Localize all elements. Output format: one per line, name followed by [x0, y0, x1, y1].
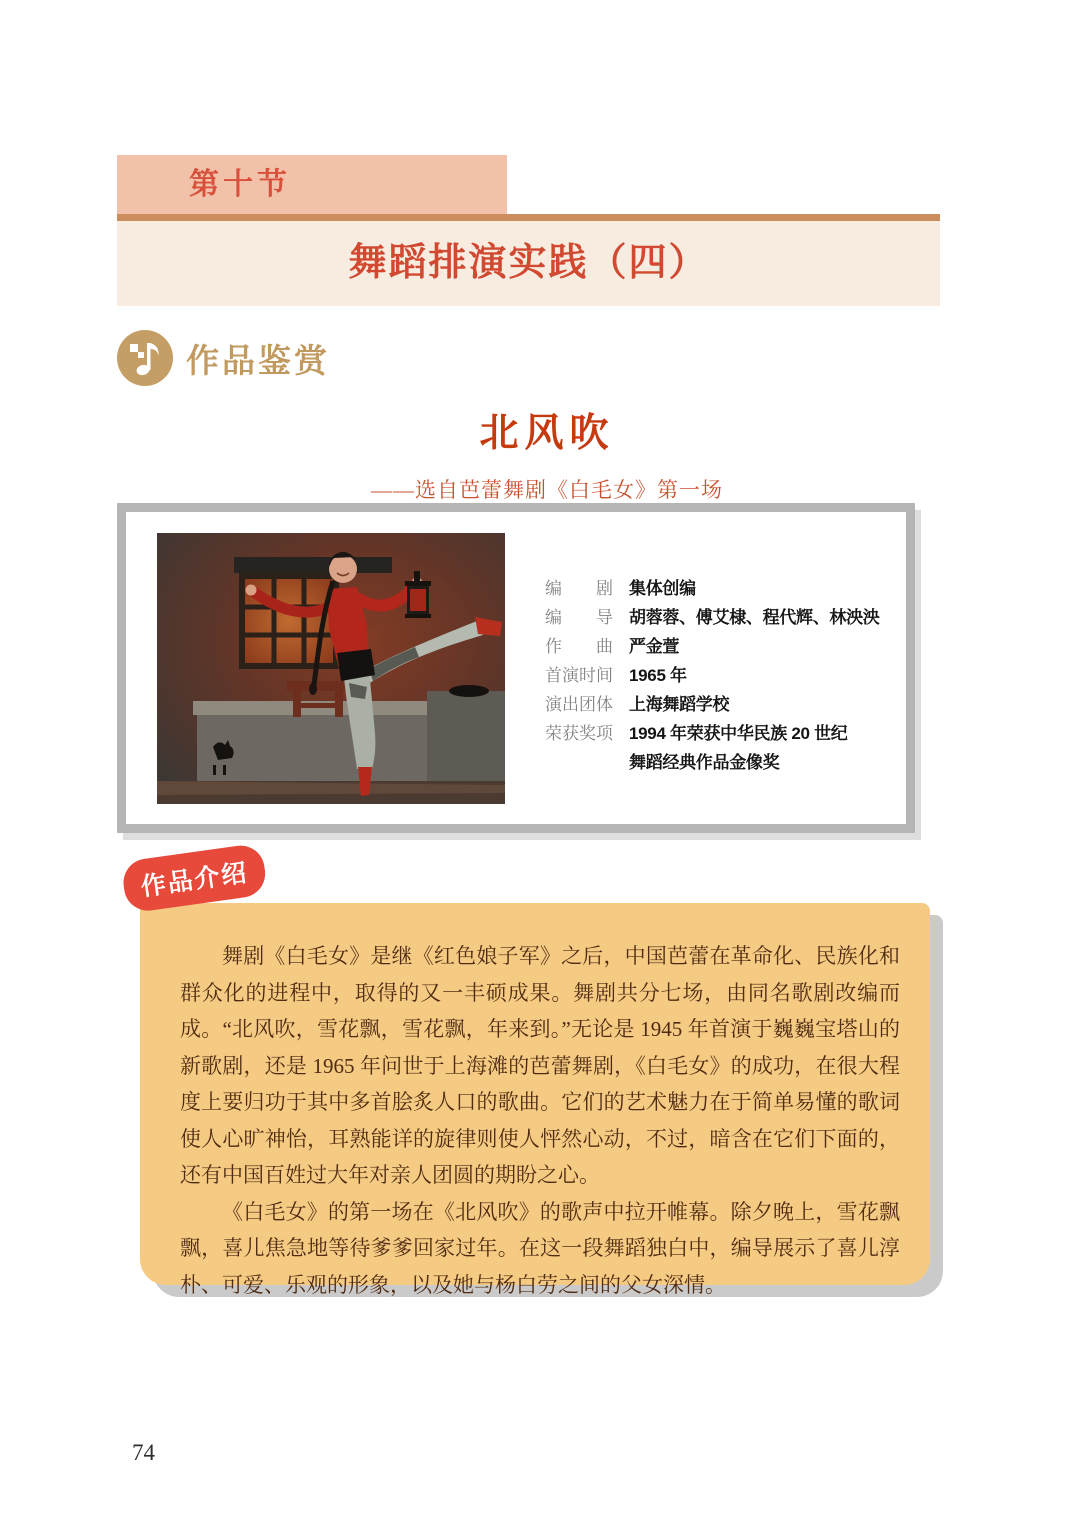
award-line-1: 1994 年荣获中华民族 20 世纪	[629, 724, 848, 743]
credit-label: 编剧	[545, 579, 613, 598]
work-card	[117, 503, 915, 833]
credit-row-choreographers	[545, 603, 902, 632]
work-heading	[117, 402, 977, 504]
section-tab-label: 第十节	[189, 168, 291, 201]
credit-value: 集体创编	[629, 579, 696, 598]
section-tab	[117, 155, 507, 214]
credit-value: 上海舞蹈学校	[629, 695, 730, 714]
credit-value: 严金萱	[629, 637, 680, 656]
intro-paragraph-1: 舞剧《白毛女》是继《红色娘子军》之后，中国芭蕾在革命化、民族化和群众化的进程中，取得的又一丰硕成果。舞剧共分七场，由同名歌剧改编而成。“北风吹，雪花飘，雪花飘，年来到。”无论是 1945 年首演于巍巍宝塔山的新歌剧，还是 1965 年问世于上海滩的芭蕾舞剧，《白毛女》的成功，在很大程度上要归功于其中多首脍炙人口的歌曲。它们的艺术魅力在于简单易懂的歌词使人心旷神怡，耳熟能详的旋律则使人怦然心动，不过，暗含在它们下面的，还有中国百姓过大年对亲人团圆的期盼之心。	[180, 944, 900, 1187]
award-line-2: 舞蹈经典作品金像奖	[629, 753, 780, 772]
intro-box	[140, 903, 930, 1297]
appreciation-heading	[117, 330, 330, 386]
title-band	[117, 221, 940, 306]
credit-row-playwright	[545, 574, 902, 603]
credit-value: 1965 年	[629, 666, 687, 685]
credit-value: 胡蓉蓉、傅艾棣、程代辉、林泱泱	[629, 608, 880, 627]
credit-row-troupe	[545, 690, 902, 719]
credits-list	[545, 574, 902, 777]
credit-row-awards	[545, 719, 902, 777]
credit-row-composer	[545, 632, 902, 661]
work-subtitle: ——选自芭蕾舞剧《白毛女》第一场	[371, 478, 723, 502]
header-divider	[117, 214, 940, 221]
credit-label: 演出团体	[545, 695, 613, 714]
credit-value	[629, 719, 848, 777]
credit-label: 作曲	[545, 637, 613, 656]
credit-label: 荣获奖项	[545, 724, 613, 743]
page-number: 74	[132, 1440, 155, 1465]
intro-text	[140, 903, 930, 1303]
page-title: 舞蹈排演实践（四）	[348, 242, 709, 284]
music-note-icon	[117, 330, 173, 386]
work-title: 北风吹	[479, 412, 615, 455]
ballet-dancer-stage-photo	[157, 533, 505, 804]
credit-label: 编导	[545, 608, 613, 627]
credit-row-premiere	[545, 661, 902, 690]
intro-paragraph-2: 《白毛女》的第一场在《北风吹》的歌声中拉开帷幕。除夕晚上，雪花飘飘，喜儿焦急地等待爹爹回家过年。在这一段舞蹈独白中，编导展示了喜儿淳朴、可爱、乐观的形象，以及她与杨白劳之间的父女深情。	[180, 1199, 900, 1297]
credit-label: 首演时间	[545, 666, 613, 685]
appreciation-label: 作品鉴赏	[186, 341, 330, 379]
intro-badge: 作品介绍	[120, 842, 268, 913]
